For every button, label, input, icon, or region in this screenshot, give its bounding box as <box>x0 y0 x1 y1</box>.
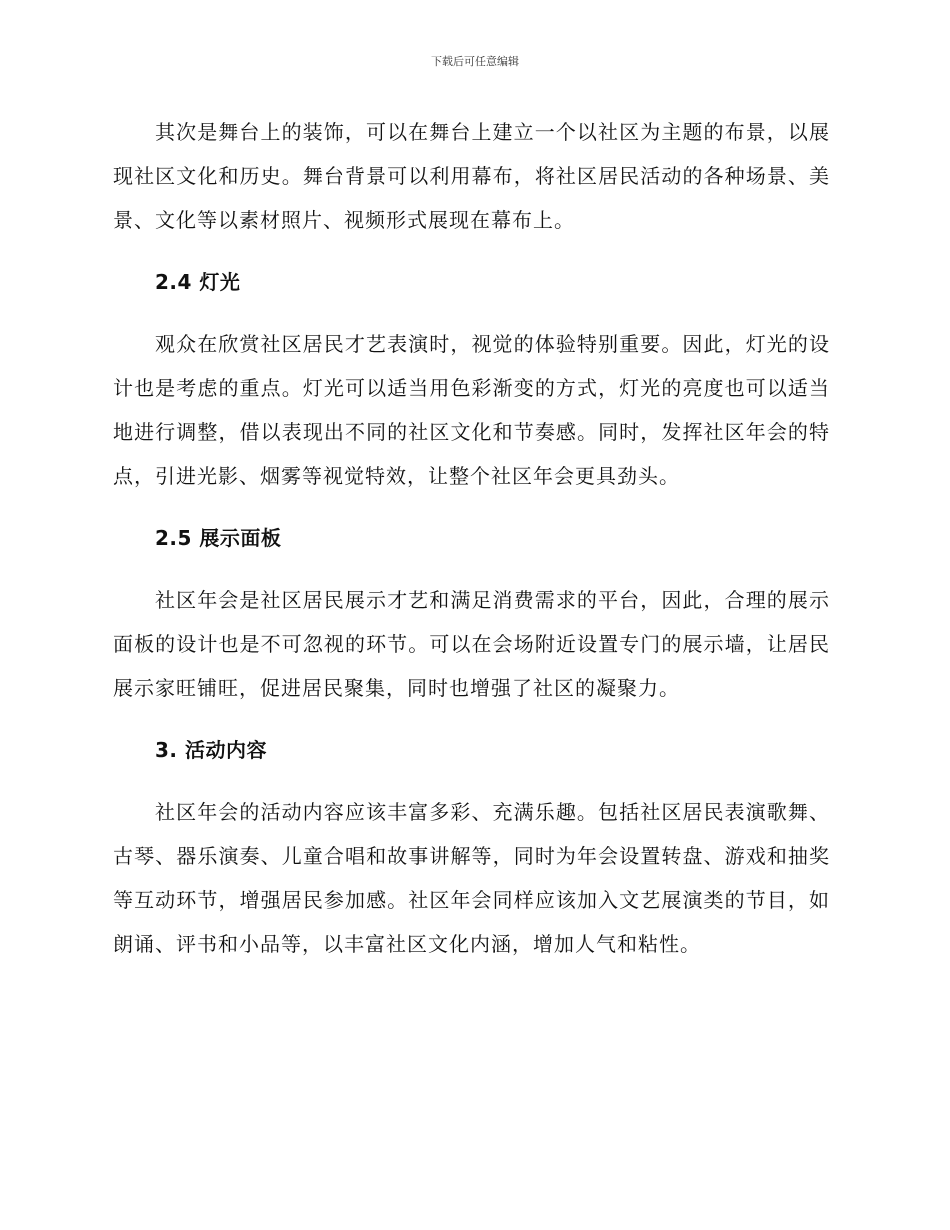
spacer <box>113 498 830 510</box>
page-header: 下载后可任意编辑 <box>431 55 519 68</box>
spacer <box>113 310 830 322</box>
paragraph-activities: 社区年会的活动内容应该丰富多彩、充满乐趣。包括社区居民表演歌舞、古琴、器乐演奏、儿童合唱和故事讲解等，同时为年会设置转盘、游戏和抽奖等互动环节，增强居民参加感。社区年会同样应该加入文艺展演类的节目，如朗诵、评书和小品等，以丰富社区文化内涵，增加人气和粘性。 <box>113 800 830 956</box>
paragraph-lighting: 观众在欣赏社区居民才艺表演时，视觉的体验特别重要。因此，灯光的设计也是考虑的重点。灯光可以适当用色彩渐变的方式，灯光的亮度也可以适当地进行调整，借以表现出不同的社区文化和节奏感。同时，发挥社区年会的特点，引进光影、烟雾等视觉特效，让整个社区年会更具劲头。 <box>113 332 830 488</box>
section-heading-display-panel: 2.5 展示面板 <box>155 526 282 550</box>
section-heading-lighting: 2.4 灯光 <box>155 270 241 294</box>
section-heading-activities: 3. 活动内容 <box>155 738 267 762</box>
spacer <box>113 242 830 254</box>
paragraph-display-panel: 社区年会是社区居民展示才艺和满足消费需求的平台，因此，合理的展示面板的设计也是不可忽视的环节。可以在会场附近设置专门的展示墙，让居民展示家旺铺旺，促进居民聚集，同时也增强了社区的凝聚力。 <box>113 588 830 700</box>
spacer <box>113 778 830 790</box>
spacer <box>113 566 830 578</box>
paragraph-stage-decoration: 其次是舞台上的装饰，可以在舞台上建立一个以社区为主题的布景，以展现社区文化和历史。舞台背景可以利用幕布，将社区居民活动的各种场景、美景、文化等以素材照片、视频形式展现在幕布上。 <box>113 120 830 232</box>
document-body <box>113 110 830 966</box>
spacer <box>113 710 830 722</box>
